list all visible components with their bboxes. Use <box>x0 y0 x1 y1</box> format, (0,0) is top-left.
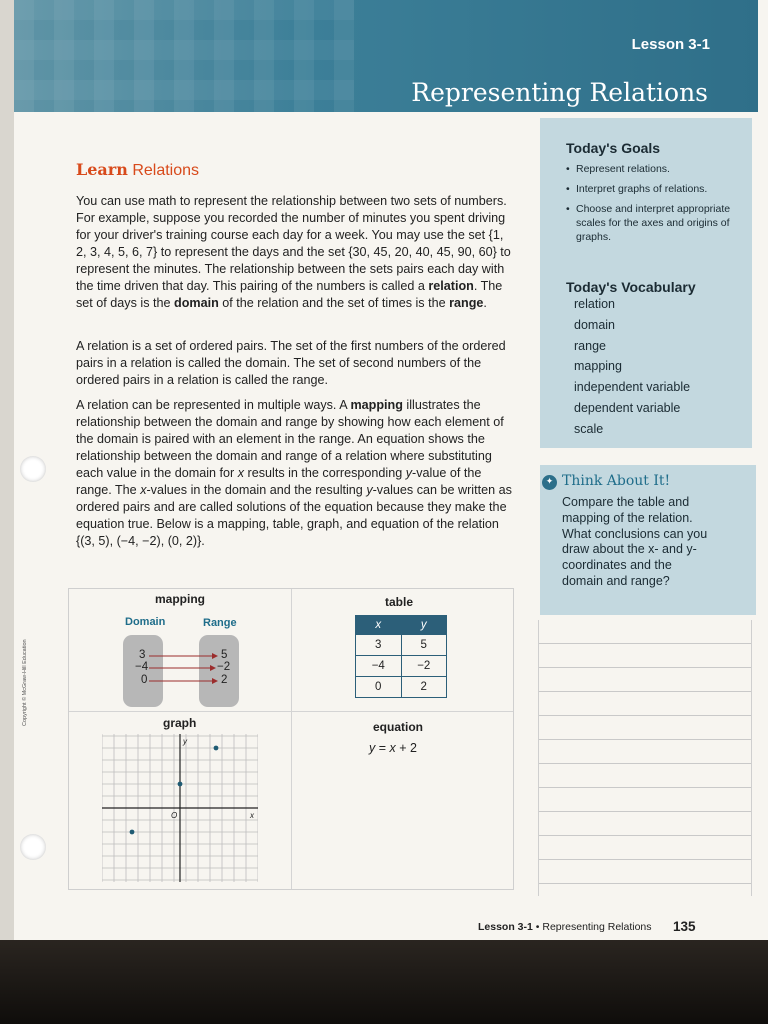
data-point <box>130 830 135 835</box>
banner-pattern <box>14 0 354 112</box>
think-about-it-box <box>540 465 756 615</box>
relation-equation: y = x + 2 <box>369 741 417 755</box>
data-point <box>178 782 183 787</box>
mapping-domain-value: −4 <box>135 661 149 673</box>
think-title: ✦ Think About It! <box>562 473 670 489</box>
x-axis-label: x <box>250 811 254 820</box>
table-header-y: y <box>401 616 447 635</box>
goal-item: • Choose and interpret appropriate scales for the axes and origins of graphs. <box>566 202 746 244</box>
mapping-arrows <box>69 589 291 711</box>
lesson-number: Lesson 3-1 <box>631 36 710 53</box>
binder-hole-bottom <box>20 834 46 860</box>
lesson-title: Representing Relations <box>411 78 708 107</box>
mapping-range-label: Range <box>203 617 237 629</box>
lesson-banner <box>14 0 758 112</box>
mapping-range-value: −2 <box>217 661 231 673</box>
table-row: −4 −2 <box>356 656 447 677</box>
vocab-item: relation <box>574 297 615 311</box>
mapping-range-value: 2 <box>221 674 228 686</box>
table-title: table <box>385 595 414 609</box>
learn-heading <box>76 160 199 180</box>
vocab-item: independent variable <box>574 380 691 395</box>
graph-title: graph <box>163 716 197 730</box>
term-range: range <box>449 296 484 310</box>
table-row: 0 2 <box>356 677 447 698</box>
think-body: Compare the table and mapping of the relation. What conclusions can you draw about the x- and y-coordinates and the domain and range? <box>562 495 708 588</box>
vocab-list <box>574 294 690 440</box>
vocab-item: mapping <box>574 359 622 374</box>
coordinate-graph <box>102 734 258 882</box>
table-row: 3 5 <box>356 635 447 656</box>
goals-sidebar <box>540 118 752 448</box>
equation-title: equation <box>373 720 423 734</box>
vocab-item: dependent variable <box>574 400 681 415</box>
paragraph-2: A relation is a set of ordered pairs. The set of the first numbers of the ordered pairs in a relation is called the domain. The set of second numbers of the ordered pairs in a relation is called the range. <box>76 339 506 387</box>
data-point <box>214 746 219 751</box>
paragraph-1: You can use math to represent the relationship between two sets of numbers. For example, suppose you recorded the number of minutes you spent driving for your driver's training course each day for a week. You may use the set {1, 2, 3, 4, 5, 6, 7} to represent the days and the set {30, 45, 20, 40, 45, 90, 60} to represent the minutes. The relationship between the sets pairs each day with the time driven that day. This pairing of the numbers is called a relation. The set of days is the domain of the relation and the set of times is the range. <box>76 194 511 310</box>
mapping-range-value: 5 <box>221 649 228 661</box>
mapping-title: mapping <box>155 592 205 606</box>
goals-list <box>562 162 746 250</box>
vocab-item: scale <box>574 421 604 436</box>
binder-hole-middle <box>20 456 46 482</box>
notes-lines <box>538 620 752 896</box>
vocab-item: domain <box>574 317 615 332</box>
page-footer: Lesson 3-1 • Representing Relations <box>478 921 652 933</box>
mapping-domain-value: 3 <box>139 649 146 661</box>
y-axis-label: y <box>183 737 187 746</box>
vocab-item: range <box>574 338 606 353</box>
goal-item: • Interpret graphs of relations. <box>566 182 746 196</box>
term-domain: domain <box>174 296 219 310</box>
mapping-domain-label: Domain <box>125 616 166 628</box>
learn-topic: Relations <box>132 162 200 179</box>
lightbulb-icon: ✦ <box>542 475 557 490</box>
origin-label: O <box>171 811 178 820</box>
term-mapping: mapping <box>350 398 403 412</box>
goal-item: • Represent relations. <box>566 162 746 176</box>
learn-label: Learn <box>76 160 128 179</box>
goals-title: Today's Goals <box>566 140 661 156</box>
table-header-x: x <box>356 616 402 635</box>
relation-table <box>355 615 447 698</box>
vocab-title: Today's Vocabulary <box>566 279 696 295</box>
page-number: 135 <box>673 919 696 934</box>
page-edge <box>0 0 14 940</box>
mapping-domain-value: 0 <box>141 674 148 686</box>
paragraph-3: A relation can be represented in multiple ways. A mapping illustrates the relationship between the domain and range by showing how each element of the domain is paired with an element in the range. An equation shows the relationship between the domain and range of a relation where substituting each value in the domain for x results in the corresponding y-value of the range. The x-values in the domain and the resulting y-values can be written as ordered pairs and are called solutions of the equation because they make the equation true. Below is a mapping, table, graph, and equation of the relation {(3, 5), (−4, −2), (0, 2)}. <box>76 398 512 548</box>
copyright-notice: Copyright © McGraw-Hill Education <box>22 639 28 726</box>
desk-background <box>0 940 768 1024</box>
term-relation: relation <box>428 279 474 293</box>
representations-panel <box>68 588 514 890</box>
